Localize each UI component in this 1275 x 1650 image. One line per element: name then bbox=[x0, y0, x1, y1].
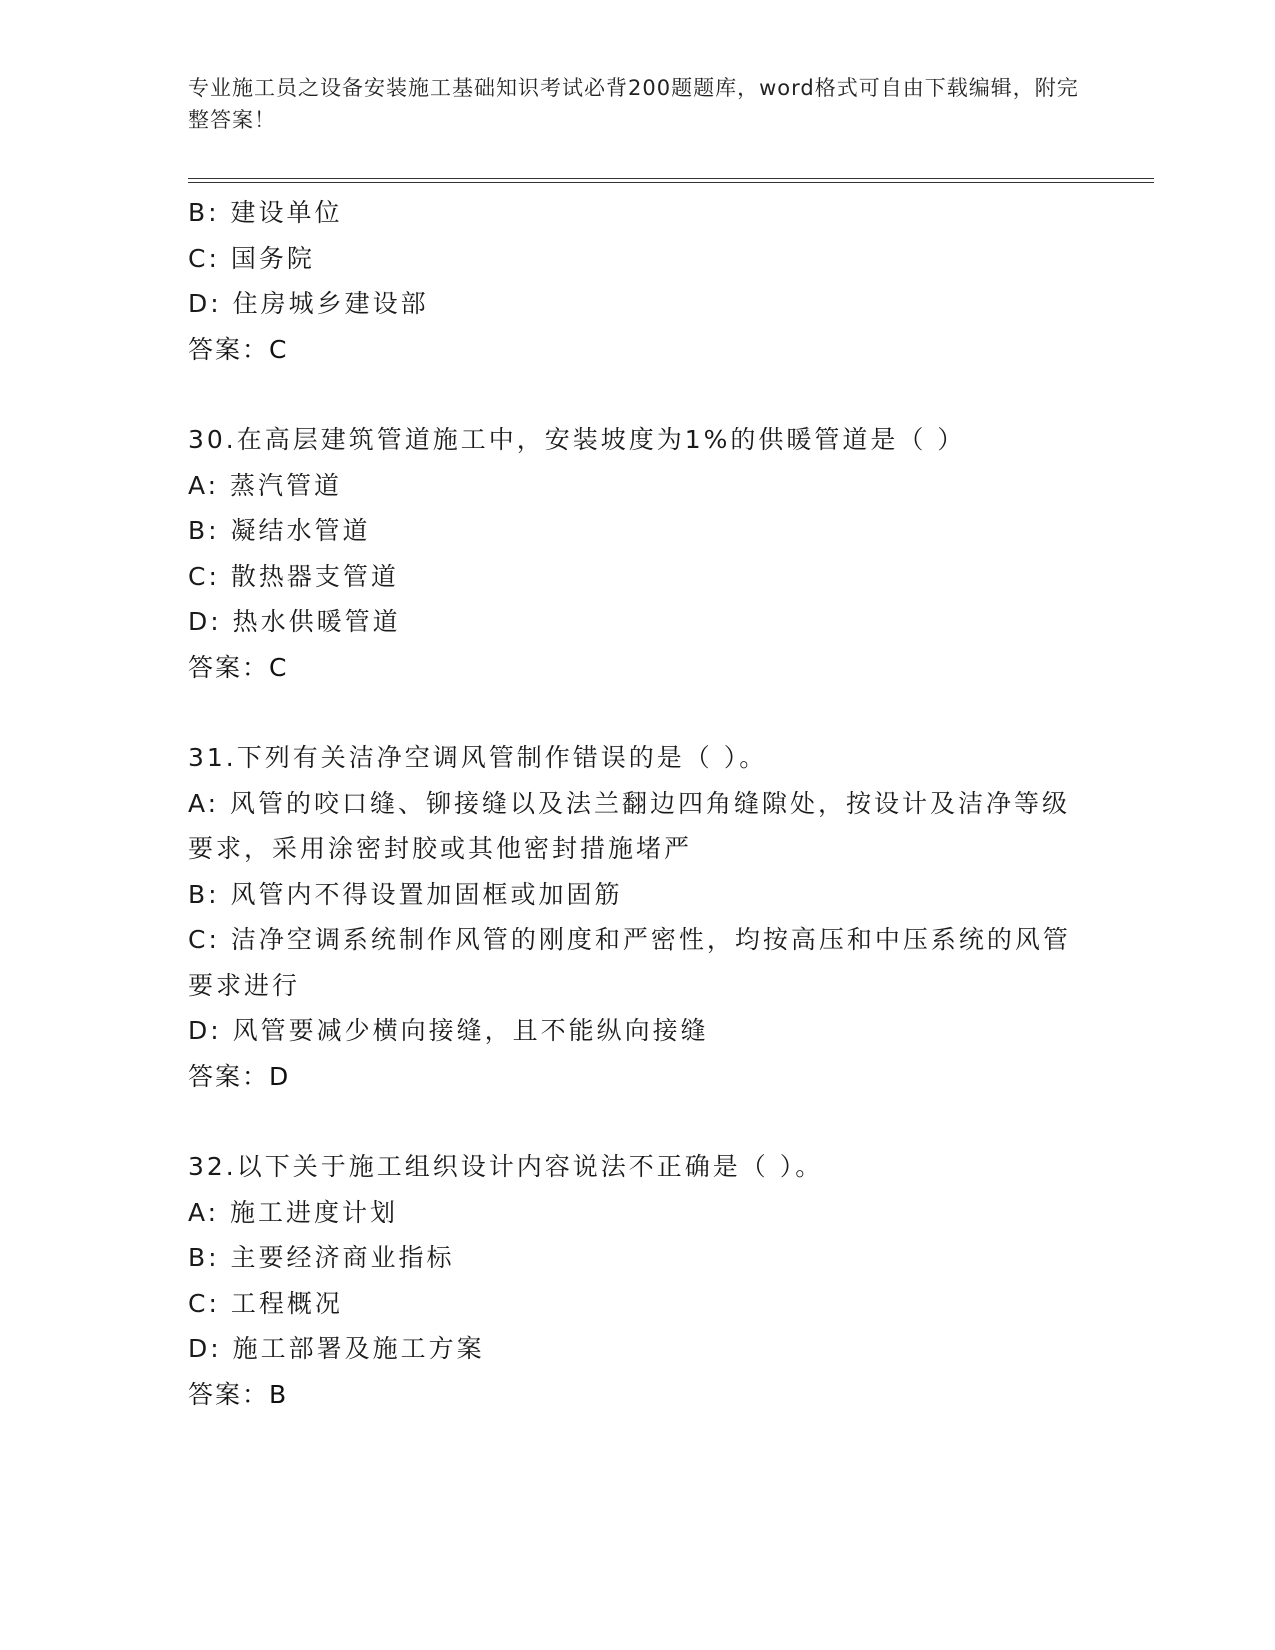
option-b: B: 凝结水管道 bbox=[188, 516, 371, 545]
question-block-31 bbox=[188, 735, 1088, 1099]
question-stem: 31.下列有关洁净空调风管制作错误的是（ ）。 bbox=[188, 743, 768, 772]
answer-line: 答案：C bbox=[188, 652, 289, 682]
question-gap bbox=[188, 690, 1088, 735]
header-divider-bottom bbox=[188, 182, 1154, 183]
header-divider-top bbox=[188, 178, 1154, 179]
option-c: C: 工程概况 bbox=[188, 1288, 343, 1318]
option-c: C: 国务院 bbox=[188, 243, 315, 273]
question-gap bbox=[188, 1099, 1088, 1144]
answer-line: 答案：B bbox=[188, 1379, 289, 1409]
question-stem: 30.在高层建筑管道施工中，安装坡度为1%的供暖管道是（ ） bbox=[188, 425, 966, 454]
option-b: B: 建设单位 bbox=[188, 198, 343, 227]
question-stem: 32.以下关于施工组织设计内容说法不正确是（ ）。 bbox=[188, 1152, 824, 1181]
option-d: D: 热水供暖管道 bbox=[188, 607, 401, 636]
option-b: B: 主要经济商业指标 bbox=[188, 1243, 455, 1272]
option-c: C: 散热器支管道 bbox=[188, 561, 399, 591]
option-d: D: 施工部署及施工方案 bbox=[188, 1334, 485, 1363]
option-d: D: 风管要减少横向接缝，且不能纵向接缝 bbox=[188, 1016, 709, 1045]
option-a: A: 蒸汽管道 bbox=[188, 470, 343, 500]
question-list bbox=[188, 190, 1088, 1417]
question-block-32 bbox=[188, 1144, 1088, 1417]
option-d: D: 住房城乡建设部 bbox=[188, 289, 429, 318]
question-block-prev bbox=[188, 190, 1088, 372]
answer-line: 答案：C bbox=[188, 334, 289, 364]
question-gap bbox=[188, 372, 1088, 417]
option-c: C: 洁净空调系统制作风管的刚度和严密性，均按高压和中压系统的风管要求进行 bbox=[188, 925, 1071, 1000]
option-a: A: 风管的咬口缝、铆接缝以及法兰翻边四角缝隙处，按设计及洁净等级要求，采用涂密封胶或其他密封措施堵严 bbox=[188, 788, 1071, 863]
question-block-30 bbox=[188, 417, 1088, 690]
document-header: 专业施工员之设备安装施工基础知识考试必背200题题库，word格式可自由下载编辑，附完整答案！ bbox=[188, 76, 1079, 132]
option-a: A: 施工进度计划 bbox=[188, 1197, 399, 1227]
option-b: B: 风管内不得设置加固框或加固筋 bbox=[188, 879, 623, 909]
answer-line: 答案：D bbox=[188, 1061, 291, 1091]
